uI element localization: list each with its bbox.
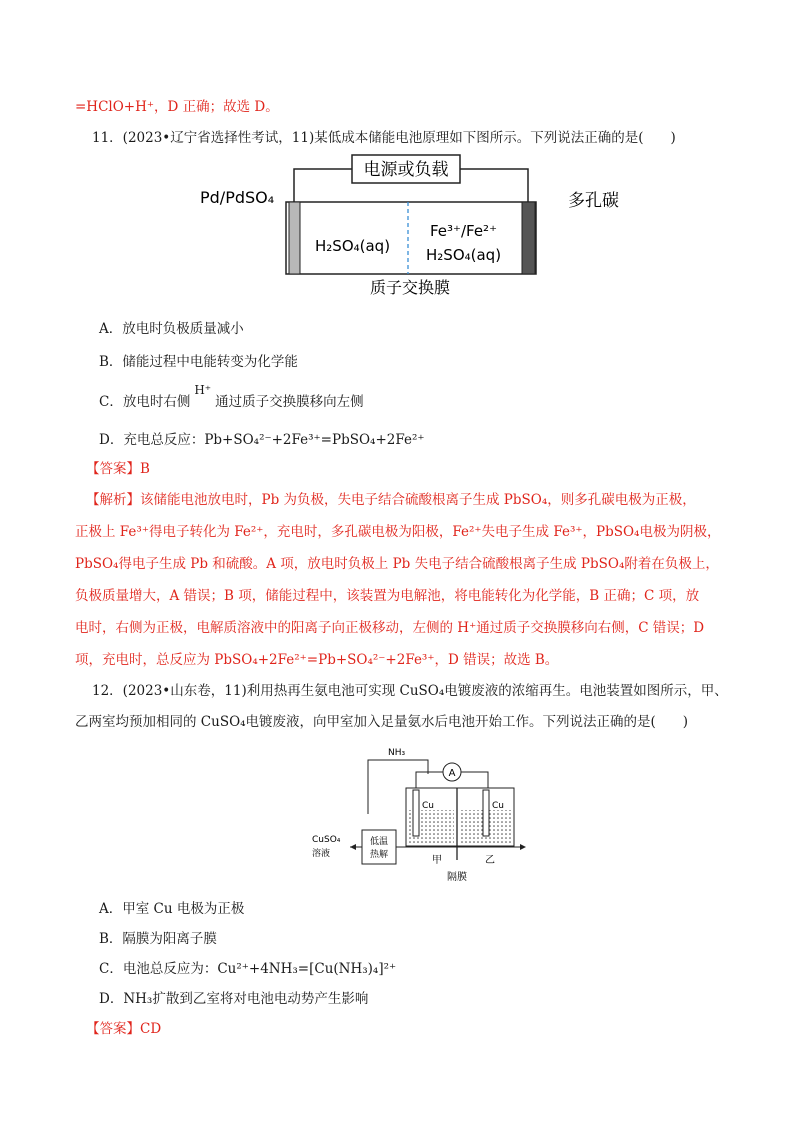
ammeter-label: A <box>448 768 456 779</box>
q12-option-a: A．甲室 Cu 电极为正极 <box>99 901 245 917</box>
membrane-label: 质子交换膜 <box>369 278 451 297</box>
right-electrode <box>522 202 535 274</box>
answer-label: 【答案】 <box>86 461 140 477</box>
question-12-stem-line-1: 12．(2023•山东卷，11)利用热再生氨电池可实现 CuSO₄电镀废液的浓缩再生。电池装置如图所示，甲、 <box>92 683 728 699</box>
q12-answer <box>86 1018 161 1040</box>
heater-label-2: 热解 <box>369 850 389 860</box>
q11-option-a: A．放电时负极质量减小 <box>99 321 244 337</box>
q11-option-c <box>99 383 364 413</box>
nh3-label: NH₃ <box>388 748 406 758</box>
left-electrode-label: Pd/PdSO₄ <box>200 188 275 207</box>
q12-option-d: D．NH₃扩散到乙室将对电池电动势产生影响 <box>99 991 369 1007</box>
q11-option-c-prefix: C．放电时右侧 <box>99 394 191 410</box>
q11-analysis-line-4: 负极质量增大，A 错误；B 项，储能过程中，该装置为电解池，将电能转化为化学能，B 正确；C 项，放 <box>75 588 700 604</box>
q11-analysis-line-1 <box>86 489 696 511</box>
left-electrode <box>289 202 300 274</box>
load-box-label: 电源或负载 <box>363 160 449 180</box>
previous-answer-tail: =HClO+H⁺，D 正确；故选 D。 <box>75 99 279 115</box>
heater-label-1: 低温 <box>369 837 389 847</box>
answer-label: 【答案】 <box>86 1021 140 1037</box>
q12-option-c: C．电池总反应为：Cu²⁺+4NH₃=[Cu(NH₃)₄]²⁺ <box>99 961 397 977</box>
answer-value: CD <box>140 1021 162 1037</box>
q11-answer <box>86 458 150 480</box>
q11-analysis-line-6: 项，充电时，总反应为 PbSO₄+2Fe²⁺=Pb+SO₄²⁻+2Fe³⁺，D 错误；故选 B。 <box>75 652 559 668</box>
q11-option-d: D．充电总反应：Pb+SO₄²⁻+2Fe³⁺=PbSO₄+2Fe²⁺ <box>99 432 425 448</box>
q11-option-b: B．储能过程中电能转变为化学能 <box>99 354 298 370</box>
room-a-label: 甲 <box>432 855 442 866</box>
right-cu-label: Cu <box>492 801 504 811</box>
room-b-label: 乙 <box>485 855 495 866</box>
right-cu-electrode <box>483 790 489 836</box>
membrane-label: 隔膜 <box>447 872 467 883</box>
left-wire <box>294 169 352 202</box>
right-electrode-label: 多孔碳 <box>568 191 619 211</box>
left-solution-label: H₂SO₄(aq) <box>315 237 391 255</box>
q11-option-c-rest: 通过质子交换膜移向左侧 <box>215 394 364 410</box>
left-cu-label: Cu <box>422 801 434 811</box>
answer-value: B <box>140 461 150 477</box>
q11-analysis-line-2: 正极上 Fe³⁺得电子转化为 Fe²⁺，充电时，多孔碳电极为阳极，Fe²⁺失电子生成 Fe³⁺，PbSO₄电极为阴极， <box>75 524 721 540</box>
q12-option-b: B．隔膜为阳离子膜 <box>99 931 217 947</box>
question-11-stem: 11．(2023•辽宁省选择性考试，11)某低成本储能电池原理如下图所示。下列说法正确的是( ) <box>92 130 676 146</box>
q11-analysis-line-3: PbSO₄得电子生成 Pb 和硫酸。A 项，放电时负极上 Pb 失电子结合硫酸根离子生成 PbSO₄附着在负极上， <box>75 556 719 572</box>
solution-label: 溶液 <box>312 849 331 859</box>
left-cu-electrode <box>413 790 419 836</box>
ammonia-battery-diagram <box>300 740 530 890</box>
battery-diagram <box>190 150 650 300</box>
right-wire <box>460 169 528 202</box>
q11-analysis-line-5: 电时，右侧为正极，电解质溶液中的阳离子向正极移动，左侧的 H⁺通过质子交换膜移向右侧，C 错误；D <box>75 620 705 636</box>
right-solution-acid: H₂SO₄(aq) <box>426 246 502 264</box>
q11-option-c-ion: H⁺ <box>194 383 212 397</box>
question-12-stem-line-2: 乙两室均预加相同的 CuSO₄电镀废液，向甲室加入足量氨水后电池开始工作。下列说法正确的是( ) <box>75 714 689 730</box>
analysis-text: 该储能电池放电时，Pb 为负极，失电子结合硫酸根离子生成 PbSO₄，则多孔碳电极为正极， <box>140 492 696 508</box>
cuso4-label: CuSO₄ <box>312 835 341 845</box>
right-solution-ions: Fe³⁺/Fe²⁺ <box>430 222 497 240</box>
analysis-label: 【解析】 <box>86 492 140 508</box>
